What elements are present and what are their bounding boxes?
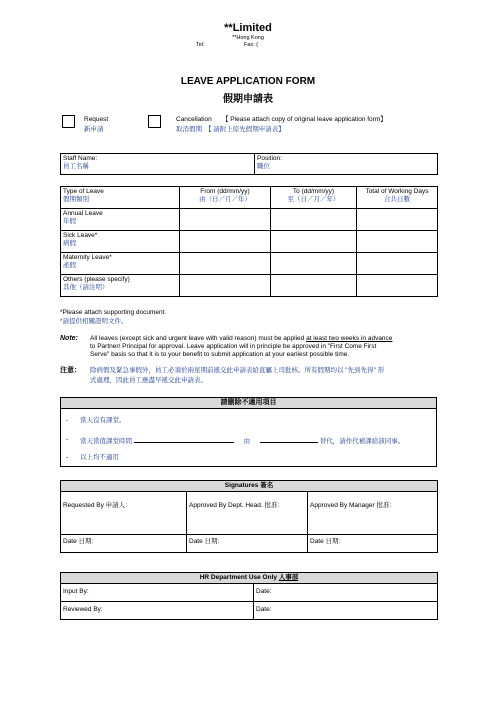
hr-table: [60, 572, 438, 620]
request-label-en: Request: [84, 116, 109, 123]
substitute-text-b: 由: [243, 438, 251, 445]
staff-table: [60, 153, 438, 175]
class-time-field[interactable]: [134, 436, 234, 443]
table-row: [61, 253, 438, 275]
leave-table: [60, 186, 438, 297]
annual-total-field[interactable]: [357, 209, 438, 231]
position-label-zh: 職位: [257, 163, 270, 170]
reviewed-by-label: Reviewed By:: [63, 606, 103, 613]
attach-note-zh: *請提供相關證明文件。: [60, 318, 128, 325]
maternity-to-field[interactable]: [271, 253, 357, 275]
note-line-2: to Partner/ Principal for approval. Leave application will in principle be approved in "First Come First: [90, 343, 377, 350]
note-line-3: Serve" basis so that it is to your benefit to submit application at your earliest possible time.: [90, 351, 350, 358]
cancellation-note-zh: 【 請附上原先假期申請表】: [205, 126, 285, 133]
row-label-en: Sick Leave*: [63, 232, 98, 239]
sick-from-field[interactable]: [180, 231, 271, 253]
requested-by-cell[interactable]: [61, 492, 187, 535]
row-label-en: Others (please specify): [63, 276, 130, 283]
note-line-1-text: All leaves (except sick and urgent leave with valid reason) must be applied: [90, 335, 307, 342]
cancellation-note-en: 【 Please attach copy of original leave application form】: [222, 116, 387, 123]
bullet: -: [66, 417, 69, 424]
table-row: [61, 275, 438, 297]
note-zh-label: 注意：: [60, 367, 81, 374]
substitute-teacher-field[interactable]: [260, 436, 318, 443]
maternity-from-field[interactable]: [180, 253, 271, 275]
company-fax: Fax: (: [244, 42, 259, 48]
signatures-header: [61, 481, 438, 492]
position-label-en: Position:: [257, 155, 282, 162]
header-type-of-leave: [61, 187, 180, 209]
row-label-en: Maternity Leave*: [63, 254, 112, 261]
hr-header-zh: 人事部: [278, 574, 299, 581]
cancellation-label-zh: 取消假期: [176, 126, 202, 133]
reviewed-by-cell[interactable]: [61, 602, 254, 620]
approved-mgr-cell[interactable]: [308, 492, 438, 535]
approved-mgr-label: Approved By Manager 批准:: [310, 502, 392, 509]
company-name: **Limited: [224, 22, 272, 34]
header-to-en: To (dd/mm/yy): [292, 188, 335, 195]
annual-from-field[interactable]: [180, 209, 271, 231]
header-from: [180, 187, 271, 209]
form-title-zh: 假期申請表: [223, 94, 273, 105]
approved-dept-cell[interactable]: [187, 492, 308, 535]
approved-dept-label: Approved By Dept. Head. 批准:: [189, 502, 280, 509]
row-label-en: Annual Leave: [63, 210, 103, 217]
row-label-zh: 其他（請注明）: [63, 284, 109, 291]
header-total-zh: 合共日數: [384, 196, 410, 203]
row-label-zh: 年假: [63, 218, 76, 225]
delete-inapplicable-header: 請刪除不適用項目: [61, 398, 436, 409]
staff-name-label-en: Staff Name:: [63, 155, 98, 162]
signatures-header-en: Signatures: [224, 482, 259, 489]
maternity-total-field[interactable]: [357, 253, 438, 275]
requested-by-label: Requested By 申請人：: [63, 502, 132, 509]
table-row: [61, 209, 438, 231]
header-to: [271, 187, 357, 209]
request-checkbox[interactable]: [62, 115, 75, 128]
substitute-text-c: 替代，請作代補課給該同事。: [319, 438, 405, 445]
dept-date-cell[interactable]: [187, 535, 308, 553]
others-to-field[interactable]: [271, 275, 357, 297]
bullet: -: [66, 454, 69, 461]
form-title-en: LEAVE APPLICATION FORM: [180, 76, 316, 87]
header-to-zh: 至（日／月／年）: [287, 196, 340, 203]
note-line-1-underlined: at least two weeks in advance: [306, 335, 393, 342]
company-address: **Hong Kong: [232, 35, 264, 41]
header-type-zh: 假期類別: [63, 196, 89, 203]
input-by-cell[interactable]: [61, 584, 254, 602]
date-label: Date 日期:: [189, 538, 220, 545]
input-by-label: Input By:: [63, 588, 89, 595]
note-line-1: [90, 335, 392, 343]
header-total-en: Total of Working Days: [365, 188, 429, 195]
signatures-header-zh: 簽名: [260, 482, 274, 489]
attach-note-en: *Please attach supporting document.: [60, 309, 167, 316]
option-no-class: 當天沒有課堂。: [80, 417, 126, 424]
requested-date-cell[interactable]: [61, 535, 187, 553]
annual-to-field[interactable]: [271, 209, 357, 231]
hr-header-en: HR Department Use Only: [199, 574, 277, 581]
request-label-zh: 新申請: [84, 126, 104, 133]
cancellation-label-en: Cancellation: [176, 116, 212, 123]
reviewed-date-cell[interactable]: [254, 602, 438, 620]
date-label: Date 日期:: [310, 538, 341, 545]
header-from-zh: 由（日／月／年）: [199, 196, 251, 203]
company-tel: Tel:: [196, 42, 205, 48]
header-type-en: Type of Leave: [63, 188, 104, 195]
date-label: Date 日期:: [63, 538, 94, 545]
row-maternity-leave: [61, 253, 180, 275]
cancellation-checkbox[interactable]: [148, 115, 161, 128]
option-substitute: [80, 436, 404, 446]
option-none-applicable: 以上均不適用: [80, 454, 119, 461]
others-total-field[interactable]: [357, 275, 438, 297]
staff-name-label-zh: 員工名稱: [63, 163, 89, 170]
bullet: -: [66, 436, 69, 443]
row-label-zh: 產假: [63, 262, 76, 269]
position-cell[interactable]: [255, 154, 438, 175]
note-label: Note:: [60, 335, 78, 342]
substitute-text-a: 當天當值課堂時間: [80, 438, 132, 445]
others-from-field[interactable]: [180, 275, 271, 297]
signatures-table: [60, 480, 438, 553]
row-label-zh: 病假: [63, 240, 76, 247]
table-row: [61, 231, 438, 253]
mgr-date-cell[interactable]: [308, 535, 438, 553]
row-annual-leave: [61, 209, 180, 231]
date-label: Date:: [256, 606, 272, 613]
header-total-days: [357, 187, 438, 209]
staff-name-cell[interactable]: [61, 154, 255, 175]
header-from-en: From (dd/mm/yy): [200, 188, 250, 195]
input-date-cell[interactable]: [254, 584, 438, 602]
row-others: [61, 275, 180, 297]
sick-total-field[interactable]: [357, 231, 438, 253]
hr-header: [61, 573, 438, 584]
note-zh-line-2: 式處理，因此員工應盡早遞交此申請表。: [90, 377, 207, 384]
date-label: Date:: [256, 588, 272, 595]
sick-to-field[interactable]: [271, 231, 357, 253]
note-zh-line-1: 除病假及緊急事假外，員工必須於兩星期前遞交此申請表給直屬上司批核。所有假期均以 "先到先得" 形: [90, 367, 385, 374]
row-sick-leave: [61, 231, 180, 253]
